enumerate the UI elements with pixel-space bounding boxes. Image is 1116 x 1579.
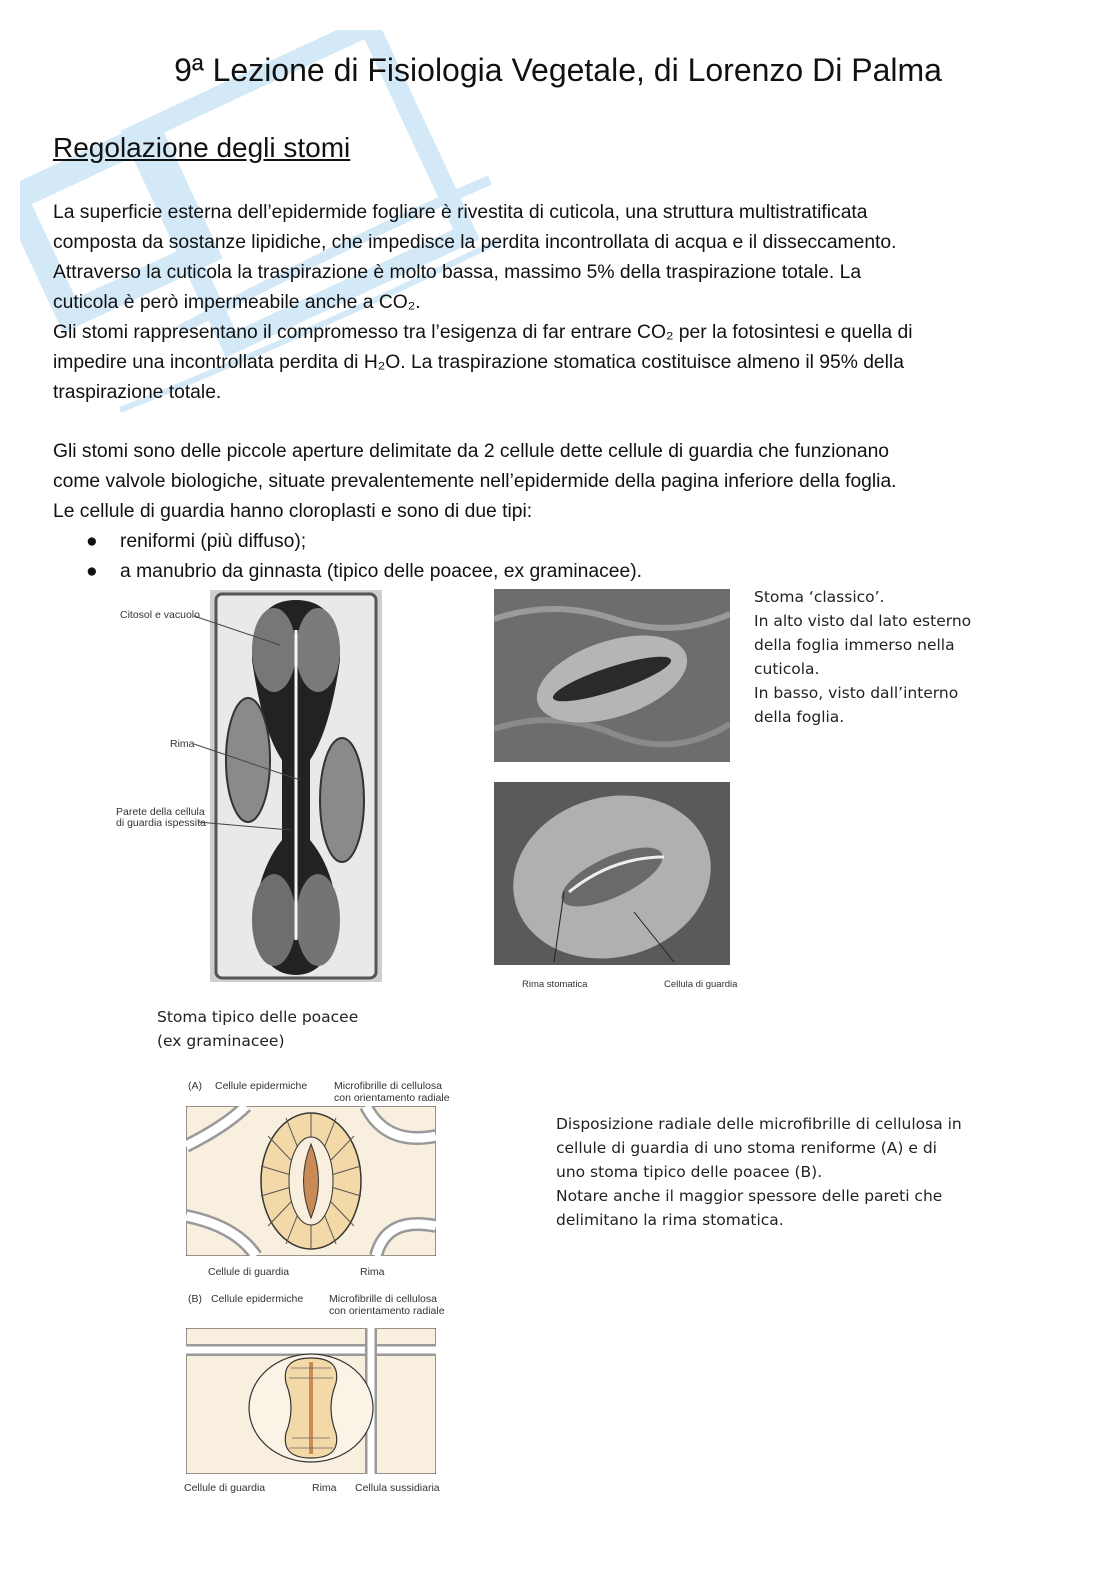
text-line: Gli stomi sono delle piccole aperture delimitate da 2 cellule dette cellule di guardia che funzionano bbox=[53, 441, 890, 462]
page-title: 9ª Lezione di Fisiologia Vegetale, di Lorenzo Di Palma bbox=[174, 52, 942, 88]
bullet-icon: ● bbox=[86, 561, 98, 582]
diagram-b-letter: (B) bbox=[188, 1293, 202, 1305]
caption-line: In basso, visto dall’interno bbox=[754, 684, 959, 702]
text-line: impedire una incontrollata perdita di H₂O. La traspirazione stomatica costituisce almeno il 95% della bbox=[53, 352, 904, 373]
caption-line: Disposizione radiale delle microfibrille di cellulosa in bbox=[556, 1115, 962, 1133]
label-rima: Rima bbox=[360, 1266, 385, 1278]
sem-image-top bbox=[494, 589, 730, 762]
label-cellule-epidermiche: Cellule epidermiche bbox=[215, 1080, 308, 1092]
section-heading: Regolazione degli stomi bbox=[53, 132, 351, 163]
caption-line: della foglia. bbox=[754, 708, 845, 726]
caption-line: cuticola. bbox=[754, 660, 820, 678]
label-microfibrille: Microfibrille di cellulosa bbox=[334, 1080, 442, 1092]
label-citosol: Citosol e vacuolo bbox=[120, 609, 200, 621]
paragraph-cuticola bbox=[53, 198, 1073, 408]
label-leader-lines bbox=[190, 610, 310, 840]
bullet-text: a manubrio da ginnasta (tipico delle poacee, ex graminacee). bbox=[120, 561, 642, 582]
label-cellula-sussidiaria: Cellula sussidiaria bbox=[355, 1482, 440, 1494]
label-microfibrille: con orientamento radiale bbox=[329, 1305, 445, 1317]
caption-line: Stoma tipico delle poacee bbox=[157, 1008, 359, 1026]
label-microfibrille: Microfibrille di cellulosa bbox=[329, 1293, 437, 1305]
caption-line: Stoma ‘classico’. bbox=[754, 588, 885, 606]
list-item bbox=[86, 557, 642, 587]
label-parete-2: di guardia ispessita bbox=[116, 817, 206, 829]
caption-line: In alto visto dal lato esterno bbox=[754, 612, 972, 630]
label-microfibrille: con orientamento radiale bbox=[334, 1092, 450, 1104]
label-rima-stomatica: Rima stomatica bbox=[522, 979, 588, 990]
diagram-b-poacee-stoma bbox=[186, 1328, 436, 1474]
sem-image-bottom bbox=[494, 782, 730, 965]
caption-line: uno stoma tipico delle poacee (B). bbox=[556, 1163, 823, 1181]
text-line: Le cellule di guardia hanno cloroplasti e sono di due tipi: bbox=[53, 501, 533, 522]
label-cellule-epidermiche: Cellule epidermiche bbox=[211, 1293, 304, 1305]
label-rima: Rima bbox=[170, 738, 195, 750]
caption-poacee bbox=[157, 1005, 358, 1053]
caption-disposizione-radiale bbox=[556, 1112, 962, 1232]
bullet-text: reniformi (più diffuso); bbox=[120, 531, 307, 552]
label-rima: Rima bbox=[312, 1482, 337, 1494]
caption-stoma-classico bbox=[754, 585, 971, 729]
text-line: cuticola è però impermeabile anche a CO₂. bbox=[53, 292, 421, 313]
caption-line: Notare anche il maggior spessore delle pareti che bbox=[556, 1187, 943, 1205]
text-line: come valvole biologiche, situate prevalentemente nell’epidermide della pagina inferiore della foglia. bbox=[53, 471, 897, 492]
caption-line: (ex graminacee) bbox=[157, 1032, 285, 1050]
label-parete-1: Parete della cellula bbox=[116, 806, 205, 818]
label-cellule-guardia: Cellule di guardia bbox=[184, 1482, 266, 1494]
label-cellule-guardia: Cellule di guardia bbox=[208, 1266, 290, 1278]
text-line: composta da sostanze lipidiche, che impedisce la perdita incontrollata di acqua e il disseccamento. bbox=[53, 232, 897, 253]
paragraph-stomi bbox=[53, 437, 1073, 527]
bullet-icon: ● bbox=[86, 531, 98, 552]
text-line: La superficie esterna dell’epidermide fogliare è rivestita di cuticola, una struttura multistratificata bbox=[53, 202, 868, 223]
caption-line: delimitano la rima stomatica. bbox=[556, 1211, 784, 1229]
diagram-a-letter: (A) bbox=[188, 1080, 202, 1092]
caption-line: cellule di guardia di uno stoma reniforme (A) e di bbox=[556, 1139, 937, 1157]
text-line: Attraverso la cuticola la traspirazione è molto bassa, massimo 5% della traspirazione totale. La bbox=[53, 262, 862, 283]
text-line: Gli stomi rappresentano il compromesso tra l’esigenza di far entrare CO₂ per la fotosintesi e quella di bbox=[53, 322, 913, 343]
label-cellula-guardia: Cellula di guardia bbox=[664, 979, 738, 990]
caption-line: della foglia immerso nella bbox=[754, 636, 955, 654]
diagram-a-reniform-stoma bbox=[186, 1106, 436, 1256]
text-line: traspirazione totale. bbox=[53, 382, 222, 403]
list-item bbox=[86, 527, 306, 557]
